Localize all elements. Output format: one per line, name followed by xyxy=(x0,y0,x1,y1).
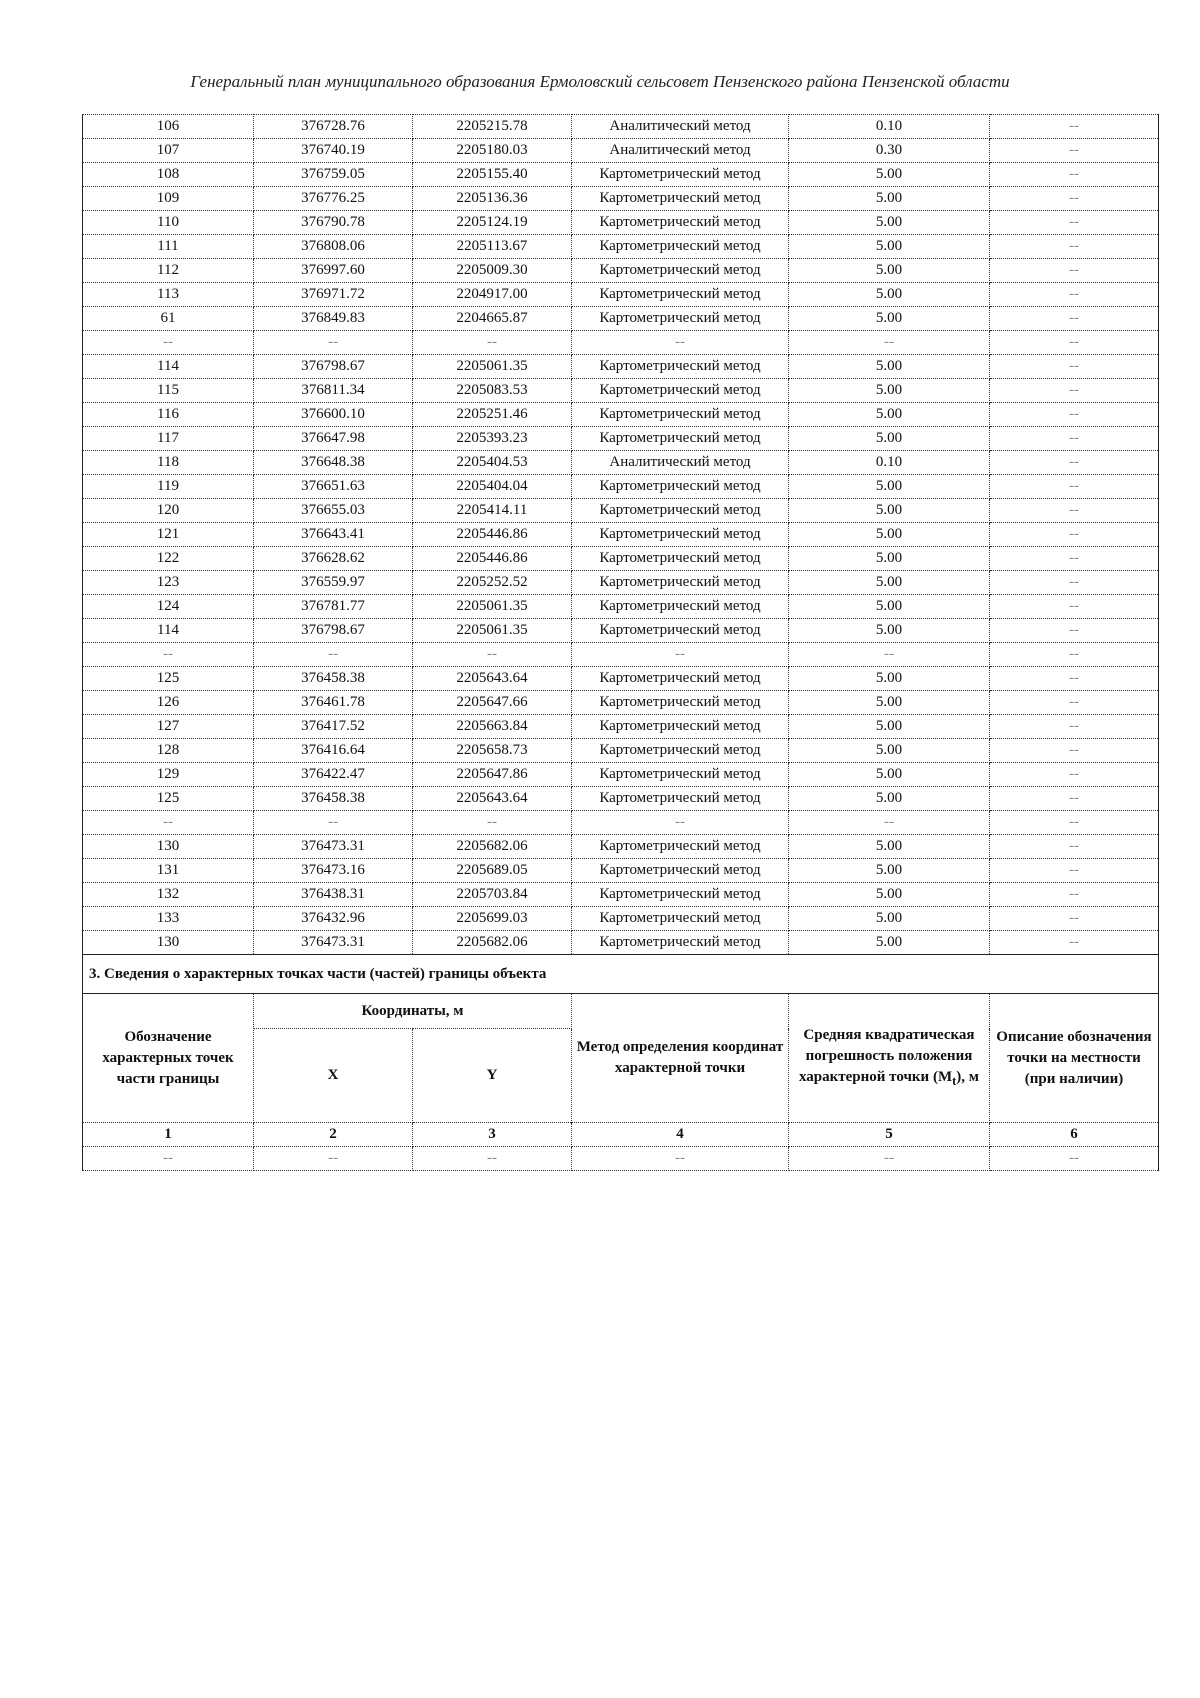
x-coordinate-cell: 376781.77 xyxy=(254,595,413,619)
y-coordinate-cell: 2205083.53 xyxy=(413,379,572,403)
point-number-cell: 109 xyxy=(83,187,254,211)
table-row xyxy=(83,523,1159,547)
error-cell: 5.00 xyxy=(789,403,990,427)
table-row xyxy=(83,715,1159,739)
x-coordinate-cell: 376971.72 xyxy=(254,283,413,307)
table-row xyxy=(83,259,1159,283)
header-error xyxy=(789,994,990,1123)
table-row xyxy=(83,475,1159,499)
point-number-cell: 61 xyxy=(83,307,254,331)
table-row xyxy=(83,787,1159,811)
y-coordinate-cell: 2205061.35 xyxy=(413,355,572,379)
x-coordinate-cell: 376432.96 xyxy=(254,907,413,931)
table-row xyxy=(83,139,1159,163)
table-row xyxy=(83,235,1159,259)
empty-cell: -- xyxy=(572,1147,789,1171)
y-coordinate-cell: -- xyxy=(413,331,572,355)
method-cell: Картометрический метод xyxy=(572,355,789,379)
x-coordinate-cell: 376600.10 xyxy=(254,403,413,427)
point-number-cell: 110 xyxy=(83,211,254,235)
table-row xyxy=(83,283,1159,307)
description-cell: -- xyxy=(990,571,1159,595)
description-cell: -- xyxy=(990,739,1159,763)
error-cell: 5.00 xyxy=(789,571,990,595)
description-cell: -- xyxy=(990,907,1159,931)
error-cell: 5.00 xyxy=(789,859,990,883)
table-row xyxy=(83,451,1159,475)
method-cell: Картометрический метод xyxy=(572,691,789,715)
error-cell: 5.00 xyxy=(789,307,990,331)
error-cell: 0.10 xyxy=(789,115,990,139)
x-coordinate-cell: 376473.16 xyxy=(254,859,413,883)
x-coordinate-cell: 376422.47 xyxy=(254,763,413,787)
method-cell: Картометрический метод xyxy=(572,523,789,547)
table-row xyxy=(83,571,1159,595)
point-number-cell: -- xyxy=(83,811,254,835)
point-number-cell: 116 xyxy=(83,403,254,427)
error-cell: 5.00 xyxy=(789,235,990,259)
error-cell: 5.00 xyxy=(789,355,990,379)
point-number-cell: 108 xyxy=(83,163,254,187)
y-coordinate-cell: 2204665.87 xyxy=(413,307,572,331)
error-cell: 5.00 xyxy=(789,787,990,811)
y-coordinate-cell: 2205703.84 xyxy=(413,883,572,907)
description-cell: -- xyxy=(990,811,1159,835)
description-cell: -- xyxy=(990,475,1159,499)
x-coordinate-cell: -- xyxy=(254,643,413,667)
method-cell: Картометрический метод xyxy=(572,859,789,883)
column-number-cell: 6 xyxy=(990,1123,1159,1147)
table-row xyxy=(83,667,1159,691)
description-cell: -- xyxy=(990,859,1159,883)
point-number-cell: 122 xyxy=(83,547,254,571)
y-coordinate-cell: 2205647.86 xyxy=(413,763,572,787)
description-cell: -- xyxy=(990,403,1159,427)
point-number-cell: 124 xyxy=(83,595,254,619)
page-header: Генеральный план муниципального образования Ермоловский сельсовет Пензенского района Пензенской области xyxy=(190,72,1010,91)
error-cell: 5.00 xyxy=(789,259,990,283)
x-coordinate-cell: 376811.34 xyxy=(254,379,413,403)
y-coordinate-cell: 2205113.67 xyxy=(413,235,572,259)
description-cell: -- xyxy=(990,115,1159,139)
subscript: t xyxy=(952,1073,957,1088)
description-cell: -- xyxy=(990,139,1159,163)
method-cell: Картометрический метод xyxy=(572,739,789,763)
point-number-cell: 123 xyxy=(83,571,254,595)
error-cell: 5.00 xyxy=(789,187,990,211)
x-coordinate-cell: 376651.63 xyxy=(254,475,413,499)
error-cell: 5.00 xyxy=(789,547,990,571)
point-number-cell: 114 xyxy=(83,355,254,379)
empty-row xyxy=(83,1147,1159,1171)
table-row xyxy=(83,763,1159,787)
y-coordinate-cell: 2205061.35 xyxy=(413,595,572,619)
point-number-cell: 125 xyxy=(83,787,254,811)
point-number-cell: 107 xyxy=(83,139,254,163)
method-cell: Картометрический метод xyxy=(572,907,789,931)
method-cell: Картометрический метод xyxy=(572,235,789,259)
error-cell: 5.00 xyxy=(789,523,990,547)
column-number-cell: 1 xyxy=(83,1123,254,1147)
method-cell: Картометрический метод xyxy=(572,475,789,499)
point-number-cell: 115 xyxy=(83,379,254,403)
x-coordinate-cell: 376628.62 xyxy=(254,547,413,571)
method-cell: Аналитический метод xyxy=(572,139,789,163)
description-cell: -- xyxy=(990,691,1159,715)
column-number-cell: 4 xyxy=(572,1123,789,1147)
table-row xyxy=(83,499,1159,523)
x-coordinate-cell: 376458.38 xyxy=(254,667,413,691)
description-cell: -- xyxy=(990,883,1159,907)
point-number-cell: 127 xyxy=(83,715,254,739)
y-coordinate-cell: 2205446.86 xyxy=(413,523,572,547)
error-cell: 5.00 xyxy=(789,379,990,403)
y-coordinate-cell: 2205180.03 xyxy=(413,139,572,163)
x-coordinate-cell: 376648.38 xyxy=(254,451,413,475)
error-cell: 0.30 xyxy=(789,139,990,163)
point-number-cell: 118 xyxy=(83,451,254,475)
x-coordinate-cell: 376416.64 xyxy=(254,739,413,763)
error-cell: 5.00 xyxy=(789,211,990,235)
error-cell: 5.00 xyxy=(789,835,990,859)
method-cell: Картометрический метод xyxy=(572,427,789,451)
point-number-cell: -- xyxy=(83,643,254,667)
table-row xyxy=(83,859,1159,883)
table-row xyxy=(83,427,1159,451)
method-cell: Аналитический метод xyxy=(572,115,789,139)
method-cell: Картометрический метод xyxy=(572,283,789,307)
point-number-cell: 120 xyxy=(83,499,254,523)
error-cell: 5.00 xyxy=(789,763,990,787)
method-cell: Картометрический метод xyxy=(572,667,789,691)
header-description: Описание обозначения точки на местности (при наличии) xyxy=(990,994,1159,1123)
section-3 xyxy=(83,955,1159,1171)
table-row xyxy=(83,379,1159,403)
method-cell: Картометрический метод xyxy=(572,547,789,571)
header-method: Метод определения координат характерной точки xyxy=(572,994,789,1123)
table-row xyxy=(83,331,1159,355)
y-coordinate-cell: 2205009.30 xyxy=(413,259,572,283)
point-number-cell: 131 xyxy=(83,859,254,883)
error-cell: 5.00 xyxy=(789,667,990,691)
point-number-cell: 121 xyxy=(83,523,254,547)
description-cell: -- xyxy=(990,331,1159,355)
y-coordinate-cell: 2205404.53 xyxy=(413,451,572,475)
method-cell: -- xyxy=(572,331,789,355)
section-3-title: 3. Сведения о характерных точках части (частей) границы объекта xyxy=(83,955,1159,994)
error-cell: 5.00 xyxy=(789,163,990,187)
empty-cell: -- xyxy=(990,1147,1159,1171)
table-row xyxy=(83,115,1159,139)
point-number-cell: 113 xyxy=(83,283,254,307)
description-cell: -- xyxy=(990,355,1159,379)
point-number-cell: 129 xyxy=(83,763,254,787)
x-coordinate-cell: 376559.97 xyxy=(254,571,413,595)
x-coordinate-cell: 376728.76 xyxy=(254,115,413,139)
description-cell: -- xyxy=(990,787,1159,811)
x-coordinate-cell: 376647.98 xyxy=(254,427,413,451)
header-error-text: Средняя квадратическая погрешность положения характерной точки $(M_t)$, м xyxy=(798,1026,979,1088)
table-row xyxy=(83,163,1159,187)
x-coordinate-cell: -- xyxy=(254,811,413,835)
description-cell: -- xyxy=(990,307,1159,331)
description-cell: -- xyxy=(990,835,1159,859)
y-coordinate-cell: -- xyxy=(413,643,572,667)
table-row xyxy=(83,547,1159,571)
x-coordinate-cell: 376849.83 xyxy=(254,307,413,331)
method-cell: Картометрический метод xyxy=(572,619,789,643)
table-row xyxy=(83,211,1159,235)
point-number-cell: 132 xyxy=(83,883,254,907)
method-cell: Аналитический метод xyxy=(572,451,789,475)
point-number-cell: 117 xyxy=(83,427,254,451)
x-coordinate-cell: 376798.67 xyxy=(254,355,413,379)
column-number-cell: 5 xyxy=(789,1123,990,1147)
table-row xyxy=(83,691,1159,715)
error-cell: 5.00 xyxy=(789,595,990,619)
empty-cell: -- xyxy=(413,1147,572,1171)
description-cell: -- xyxy=(990,187,1159,211)
description-cell: -- xyxy=(990,667,1159,691)
x-coordinate-cell: 376808.06 xyxy=(254,235,413,259)
column-number-cell: 3 xyxy=(413,1123,572,1147)
description-cell: -- xyxy=(990,763,1159,787)
description-cell: -- xyxy=(990,379,1159,403)
y-coordinate-cell: -- xyxy=(413,811,572,835)
error-cell: -- xyxy=(789,643,990,667)
empty-cell: -- xyxy=(83,1147,254,1171)
table-row xyxy=(83,355,1159,379)
error-cell: 5.00 xyxy=(789,715,990,739)
method-cell: Картометрический метод xyxy=(572,595,789,619)
point-number-cell: 119 xyxy=(83,475,254,499)
method-cell: Картометрический метод xyxy=(572,787,789,811)
x-coordinate-cell: 376473.31 xyxy=(254,835,413,859)
y-coordinate-cell: 2205414.11 xyxy=(413,499,572,523)
header-coordinates: Координаты, м xyxy=(254,994,572,1029)
point-number-cell: -- xyxy=(83,331,254,355)
method-cell: Картометрический метод xyxy=(572,715,789,739)
header-designation: Обозначение характерных точек части границы xyxy=(83,994,254,1123)
x-coordinate-cell: 376458.38 xyxy=(254,787,413,811)
x-coordinate-cell: 376776.25 xyxy=(254,187,413,211)
empty-cell: -- xyxy=(254,1147,413,1171)
table-row xyxy=(83,619,1159,643)
point-number-cell: 106 xyxy=(83,115,254,139)
method-cell: Картометрический метод xyxy=(572,211,789,235)
error-cell: 5.00 xyxy=(789,475,990,499)
column-number-cell: 2 xyxy=(254,1123,413,1147)
method-cell: Картометрический метод xyxy=(572,259,789,283)
point-number-cell: 133 xyxy=(83,907,254,931)
point-number-cell: 130 xyxy=(83,931,254,955)
table-row xyxy=(83,931,1159,955)
description-cell: -- xyxy=(990,235,1159,259)
method-cell: Картометрический метод xyxy=(572,931,789,955)
y-coordinate-cell: 2205643.64 xyxy=(413,787,572,811)
y-coordinate-cell: 2204917.00 xyxy=(413,283,572,307)
y-coordinate-cell: 2205699.03 xyxy=(413,907,572,931)
point-number-cell: 112 xyxy=(83,259,254,283)
error-cell: 5.00 xyxy=(789,883,990,907)
table-row xyxy=(83,883,1159,907)
error-cell: 5.00 xyxy=(789,691,990,715)
y-coordinate-cell: 2205124.19 xyxy=(413,211,572,235)
point-number-cell: 125 xyxy=(83,667,254,691)
y-coordinate-cell: 2205647.66 xyxy=(413,691,572,715)
y-coordinate-cell: 2205689.05 xyxy=(413,859,572,883)
description-cell: -- xyxy=(990,931,1159,955)
description-cell: -- xyxy=(990,499,1159,523)
y-coordinate-cell: 2205155.40 xyxy=(413,163,572,187)
table-row xyxy=(83,187,1159,211)
y-coordinate-cell: 2205643.64 xyxy=(413,667,572,691)
y-coordinate-cell: 2205393.23 xyxy=(413,427,572,451)
error-cell: 5.00 xyxy=(789,619,990,643)
description-cell: -- xyxy=(990,523,1159,547)
error-cell: -- xyxy=(789,331,990,355)
point-number-cell: 130 xyxy=(83,835,254,859)
method-cell: Картометрический метод xyxy=(572,763,789,787)
x-coordinate-cell: 376740.19 xyxy=(254,139,413,163)
error-cell: 5.00 xyxy=(789,739,990,763)
method-cell: Картометрический метод xyxy=(572,379,789,403)
y-coordinate-cell: 2205663.84 xyxy=(413,715,572,739)
method-cell: Картометрический метод xyxy=(572,163,789,187)
error-cell: 5.00 xyxy=(789,499,990,523)
table-row xyxy=(83,835,1159,859)
error-cell: -- xyxy=(789,811,990,835)
y-coordinate-cell: 2205682.06 xyxy=(413,835,572,859)
table-row xyxy=(83,403,1159,427)
x-coordinate-cell: -- xyxy=(254,331,413,355)
y-coordinate-cell: 2205061.35 xyxy=(413,619,572,643)
error-cell: 5.00 xyxy=(789,931,990,955)
method-cell: -- xyxy=(572,811,789,835)
y-coordinate-cell: 2205404.04 xyxy=(413,475,572,499)
y-coordinate-cell: 2205136.36 xyxy=(413,187,572,211)
x-coordinate-cell: 376655.03 xyxy=(254,499,413,523)
method-cell: Картометрический метод xyxy=(572,499,789,523)
description-cell: -- xyxy=(990,259,1159,283)
empty-cell: -- xyxy=(789,1147,990,1171)
error-cell: 5.00 xyxy=(789,427,990,451)
table-row xyxy=(83,739,1159,763)
y-coordinate-cell: 2205251.46 xyxy=(413,403,572,427)
description-cell: -- xyxy=(990,427,1159,451)
description-cell: -- xyxy=(990,619,1159,643)
description-cell: -- xyxy=(990,547,1159,571)
x-coordinate-cell: 376759.05 xyxy=(254,163,413,187)
method-cell: -- xyxy=(572,643,789,667)
method-cell: Картометрический метод xyxy=(572,307,789,331)
table-row xyxy=(83,907,1159,931)
y-coordinate-cell: 2205252.52 xyxy=(413,571,572,595)
header-x: X xyxy=(254,1029,413,1123)
method-cell: Картометрический метод xyxy=(572,883,789,907)
y-coordinate-cell: 2205215.78 xyxy=(413,115,572,139)
point-number-cell: 128 xyxy=(83,739,254,763)
description-cell: -- xyxy=(990,451,1159,475)
y-coordinate-cell: 2205446.86 xyxy=(413,547,572,571)
coordinates-table-body xyxy=(83,115,1159,955)
x-coordinate-cell: 376790.78 xyxy=(254,211,413,235)
x-coordinate-cell: 376438.31 xyxy=(254,883,413,907)
description-cell: -- xyxy=(990,211,1159,235)
x-coordinate-cell: 376461.78 xyxy=(254,691,413,715)
table-row xyxy=(83,643,1159,667)
x-coordinate-cell: 376473.31 xyxy=(254,931,413,955)
point-number-cell: 111 xyxy=(83,235,254,259)
x-coordinate-cell: 376798.67 xyxy=(254,619,413,643)
x-coordinate-cell: 376417.52 xyxy=(254,715,413,739)
description-cell: -- xyxy=(990,715,1159,739)
y-coordinate-cell: 2205658.73 xyxy=(413,739,572,763)
method-cell: Картометрический метод xyxy=(572,187,789,211)
point-number-cell: 114 xyxy=(83,619,254,643)
point-number-cell: 126 xyxy=(83,691,254,715)
description-cell: -- xyxy=(990,595,1159,619)
method-cell: Картометрический метод xyxy=(572,403,789,427)
column-numbers-row xyxy=(83,1123,1159,1147)
method-cell: Картометрический метод xyxy=(572,835,789,859)
description-cell: -- xyxy=(990,283,1159,307)
table-row xyxy=(83,307,1159,331)
description-cell: -- xyxy=(990,163,1159,187)
y-coordinate-cell: 2205682.06 xyxy=(413,931,572,955)
description-cell: -- xyxy=(990,643,1159,667)
method-cell: Картометрический метод xyxy=(572,571,789,595)
error-cell: 0.10 xyxy=(789,451,990,475)
coordinates-table xyxy=(82,114,1159,1171)
x-coordinate-cell: 376997.60 xyxy=(254,259,413,283)
error-cell: 5.00 xyxy=(789,283,990,307)
error-cell: 5.00 xyxy=(789,907,990,931)
table-row xyxy=(83,595,1159,619)
header-y: Y xyxy=(413,1029,572,1123)
table-row xyxy=(83,811,1159,835)
x-coordinate-cell: 376643.41 xyxy=(254,523,413,547)
